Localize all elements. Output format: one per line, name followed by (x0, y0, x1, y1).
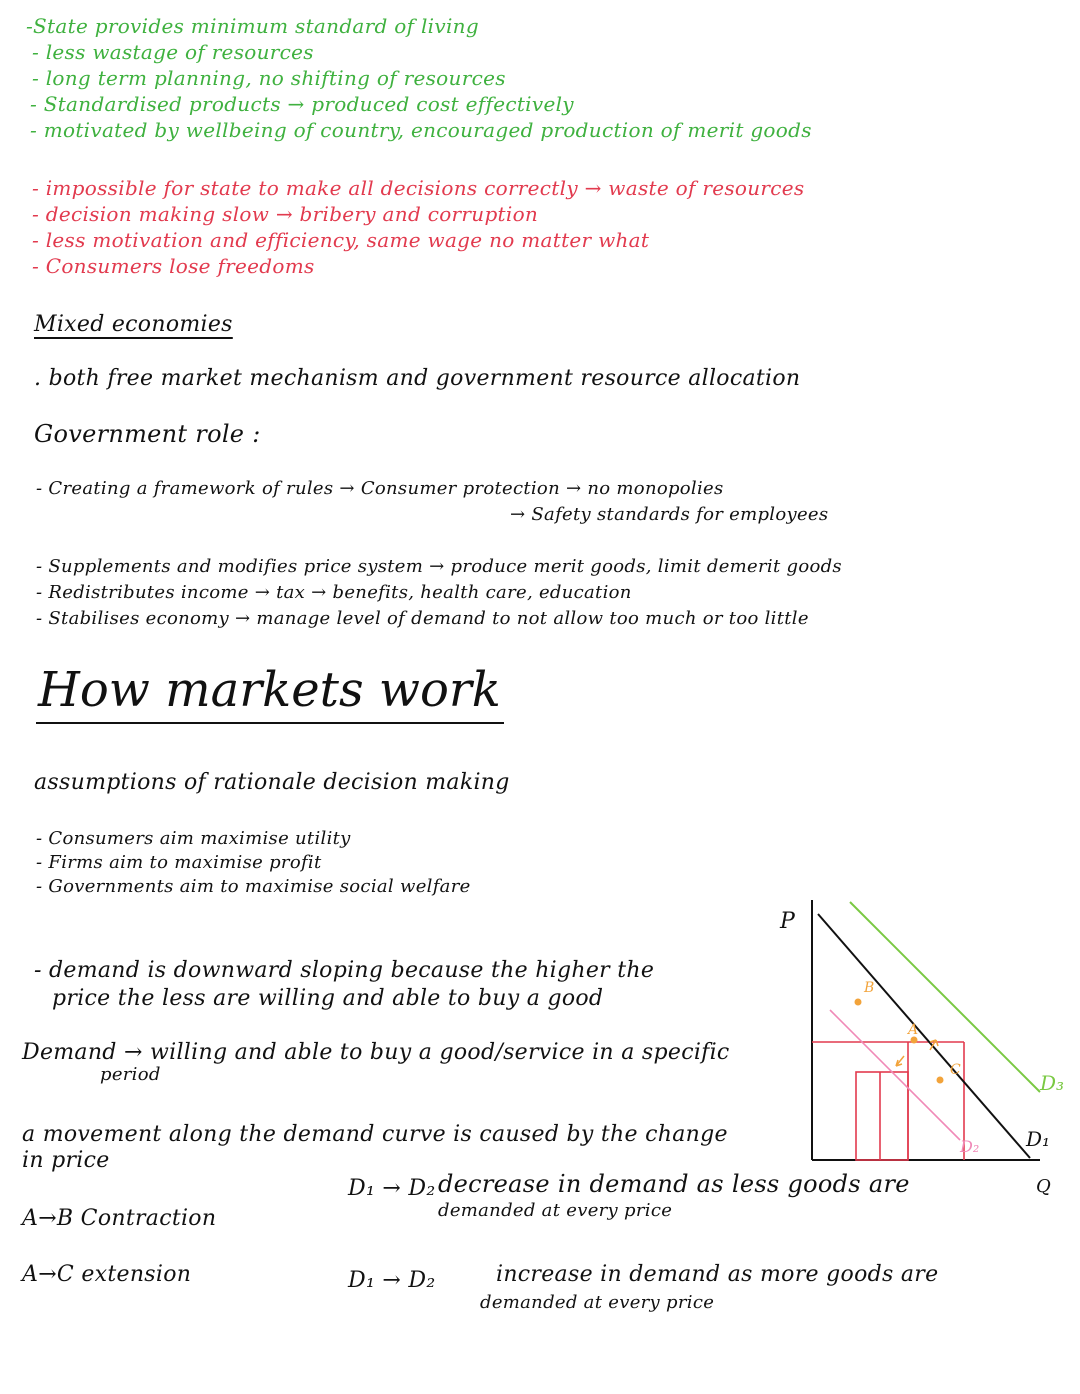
state-pro-line: - motivated by wellbeing of country, encouraged production of merit goods (30, 118, 812, 142)
y-axis-label: P (780, 909, 795, 934)
box (856, 1072, 908, 1160)
shift-increase-text: demanded at every price (480, 1292, 715, 1313)
role-line: - Supplements and modifies price system → produce merit goods, limit demerit goods (36, 556, 842, 577)
legend-d1: D₁ (1026, 1127, 1051, 1151)
point-c (937, 1077, 944, 1084)
demand-line: price the less are willing and able to buy a good (52, 986, 604, 1011)
shift-increase-text: increase in demand as more goods are (496, 1262, 939, 1287)
mixed-definition: . both free market mechanism and government resource allocation (34, 366, 801, 391)
point-c-label: C (950, 1062, 961, 1078)
state-con-line: - Consumers lose freedoms (32, 254, 315, 278)
shift-decrease-label: D₁ → D₂ (348, 1176, 436, 1201)
state-con-line: - decision making slow → bribery and corruption (32, 202, 539, 226)
mixed-economies-heading: Mixed economies (34, 312, 233, 337)
state-pro-line: - less wastage of resources (32, 40, 314, 64)
role-line: - Redistributes income → tax → benefits, health care, education (36, 582, 632, 603)
state-con-line: - impossible for state to make all decisions correctly → waste of resources (32, 176, 805, 200)
arrow-down (896, 1056, 904, 1066)
demand-line: in price (22, 1148, 110, 1173)
extension-label: A→C extension (22, 1262, 192, 1287)
shift-decrease-text: decrease in demand as less goods are (438, 1170, 910, 1198)
price-lines (812, 1042, 964, 1160)
points (855, 999, 944, 1084)
how-markets-work-title: How markets work (38, 662, 501, 718)
axes (779, 900, 1051, 1197)
demand-line: period (100, 1064, 161, 1085)
demand-curve-d2 (830, 1010, 960, 1140)
demand-curve-d3 (850, 902, 1040, 1092)
assumption-line: - Firms aim to maximise profit (36, 852, 322, 873)
state-pro-line: -State provides minimum standard of living (26, 14, 479, 38)
legend-d2: D₂ (960, 1137, 980, 1156)
role-line: - Stabilises economy → manage level of demand to not allow too much or too little (36, 608, 809, 629)
contraction-label: A→B Contraction (22, 1206, 217, 1231)
demand-line: Demand → willing and able to buy a good/service in a specific (22, 1040, 730, 1065)
assumption-line: - Governments aim to maximise social welfare (36, 876, 471, 897)
role-line: → Safety standards for employees (510, 504, 829, 525)
demand-line: a movement along the demand curve is caused by the change (22, 1122, 728, 1147)
legend-d3: D₃ (1040, 1071, 1065, 1095)
point-b (855, 999, 862, 1006)
assumption-line: - Consumers aim maximise utility (36, 828, 351, 849)
role-line: - Creating a framework of rules → Consumer protection → no monopolies (36, 478, 724, 499)
demand-curve-d1 (818, 914, 1030, 1158)
state-pro-line: - Standardised products → produced cost effectively (30, 92, 574, 116)
point-b-label: B (864, 980, 875, 996)
shift-decrease-text: demanded at every price (438, 1200, 673, 1221)
state-con-line: - less motivation and efficiency, same wage no matter what (32, 228, 650, 252)
point-a-label: A (908, 1022, 919, 1038)
shift-increase-label: D₁ → D₂ (348, 1268, 436, 1293)
assumptions-heading: assumptions of rationale decision making (34, 770, 510, 795)
government-role-heading: Government role : (34, 420, 261, 448)
x-axis-label: Q (1036, 1176, 1051, 1197)
demand-line: - demand is downward sloping because the higher the (34, 958, 655, 983)
state-pro-line: - long term planning, no shifting of resources (32, 66, 506, 90)
